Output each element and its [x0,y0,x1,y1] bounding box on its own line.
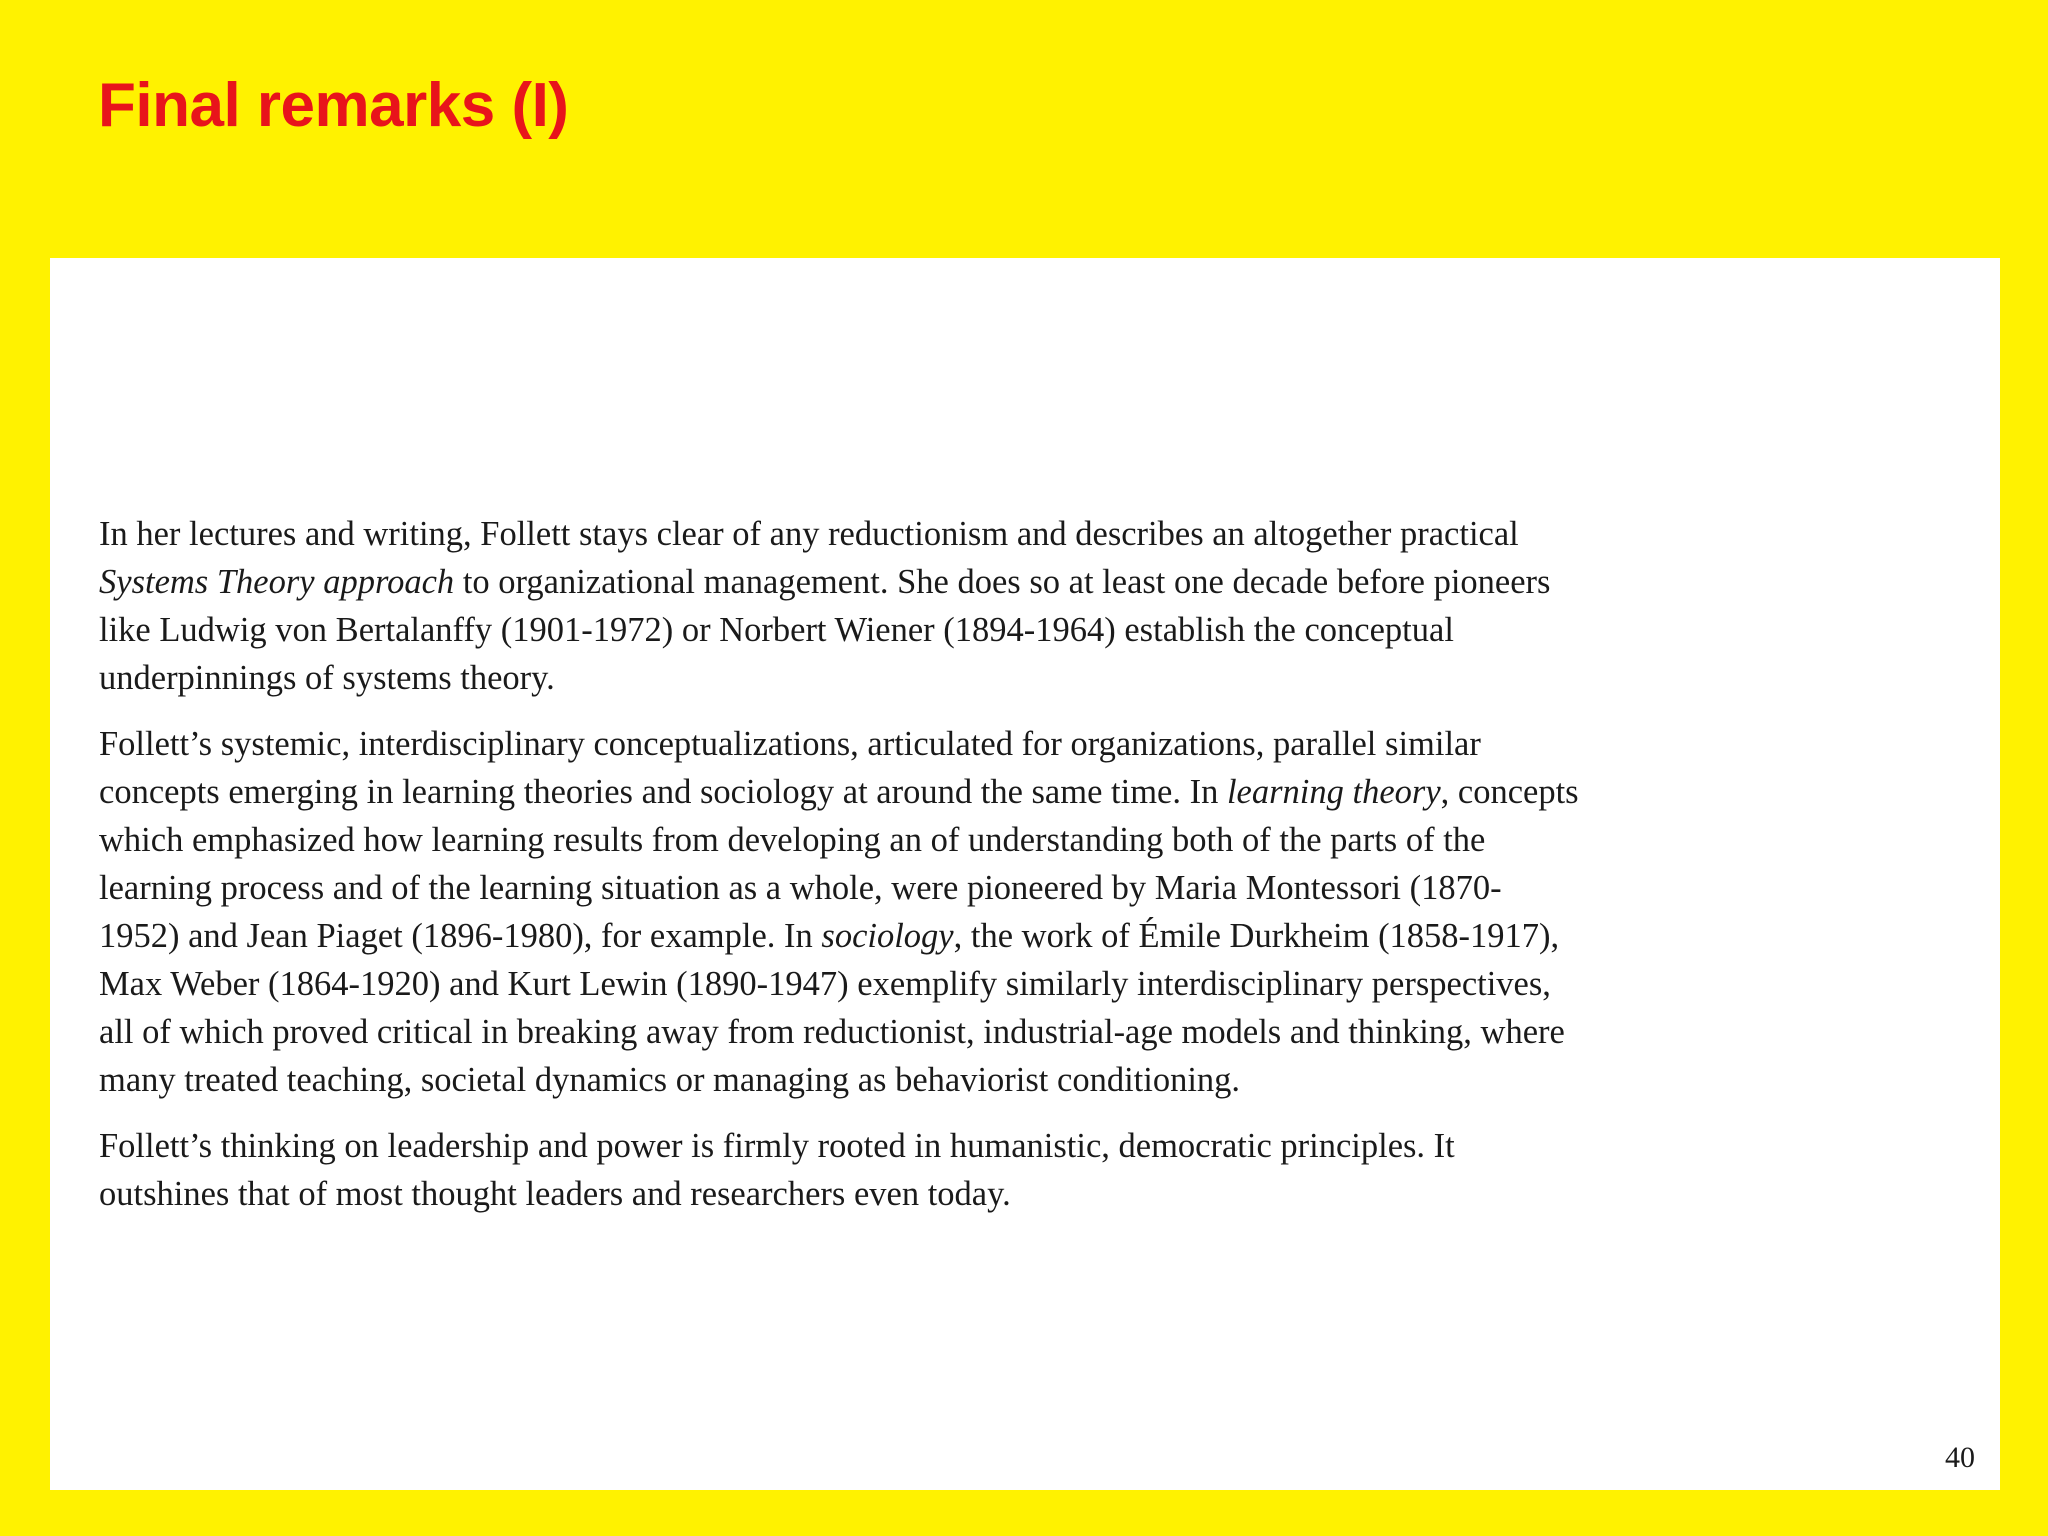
paragraph-3-run-1: Follett’s thinking on leadership and power is firmly rooted in humanistic, democratic principles. It outshines that of most thought leaders and researchers even today. [99,1127,1455,1213]
paragraph-2-run-3: , concepts which emphasized how learning results from developing an of understanding both of the parts of the learning process and of the learning situation as a whole, were pioneered by Maria Montessori (1870-1952) and Jean Piaget (1896-1980), for example. In [99,773,1579,955]
paragraph-3 [99,1122,1579,1218]
paragraph-2-run-4: sociology [821,917,954,955]
paragraph-2-run-5: , the work of Émile Durkheim (1858-1917), Max Weber (1864-1920) and Kurt Lewin (1890-1947) exemplify similarly interdisciplinary perspectives, all of which proved critical in breaking away from reductionist, industrial-age models and thinking, where many treated teaching, societal dynamics or managing as behaviorist conditioning. [99,917,1565,1099]
paragraph-2-run-2: learning theory [1226,773,1441,811]
paragraph-1 [99,510,1579,702]
paragraph-1-run-1: In her lectures and writing, Follett stays clear of any reductionism and describes an altogether practical [99,515,1519,553]
paragraph-1-run-2: Systems Theory approach [99,563,455,601]
paragraph-2-run-1: Follett’s systemic, interdisciplinary conceptualizations, articulated for organizations, parallel similar concepts emerging in learning theories and sociology at around the same time. In [99,725,1481,811]
slide-title: Final remarks (I) [98,71,569,140]
content-panel [50,258,2000,1490]
body-text [99,510,1579,1236]
paragraph-2 [99,720,1579,1104]
page-number: 40 [1945,1441,1975,1474]
paragraph-1-run-3: to organizational management. She does so at least one decade before pioneers like Ludwig von Bertalanffy (1901-1972) or Norbert Wiener (1894-1964) establish the conceptual underpinnings of systems theory. [99,563,1551,697]
